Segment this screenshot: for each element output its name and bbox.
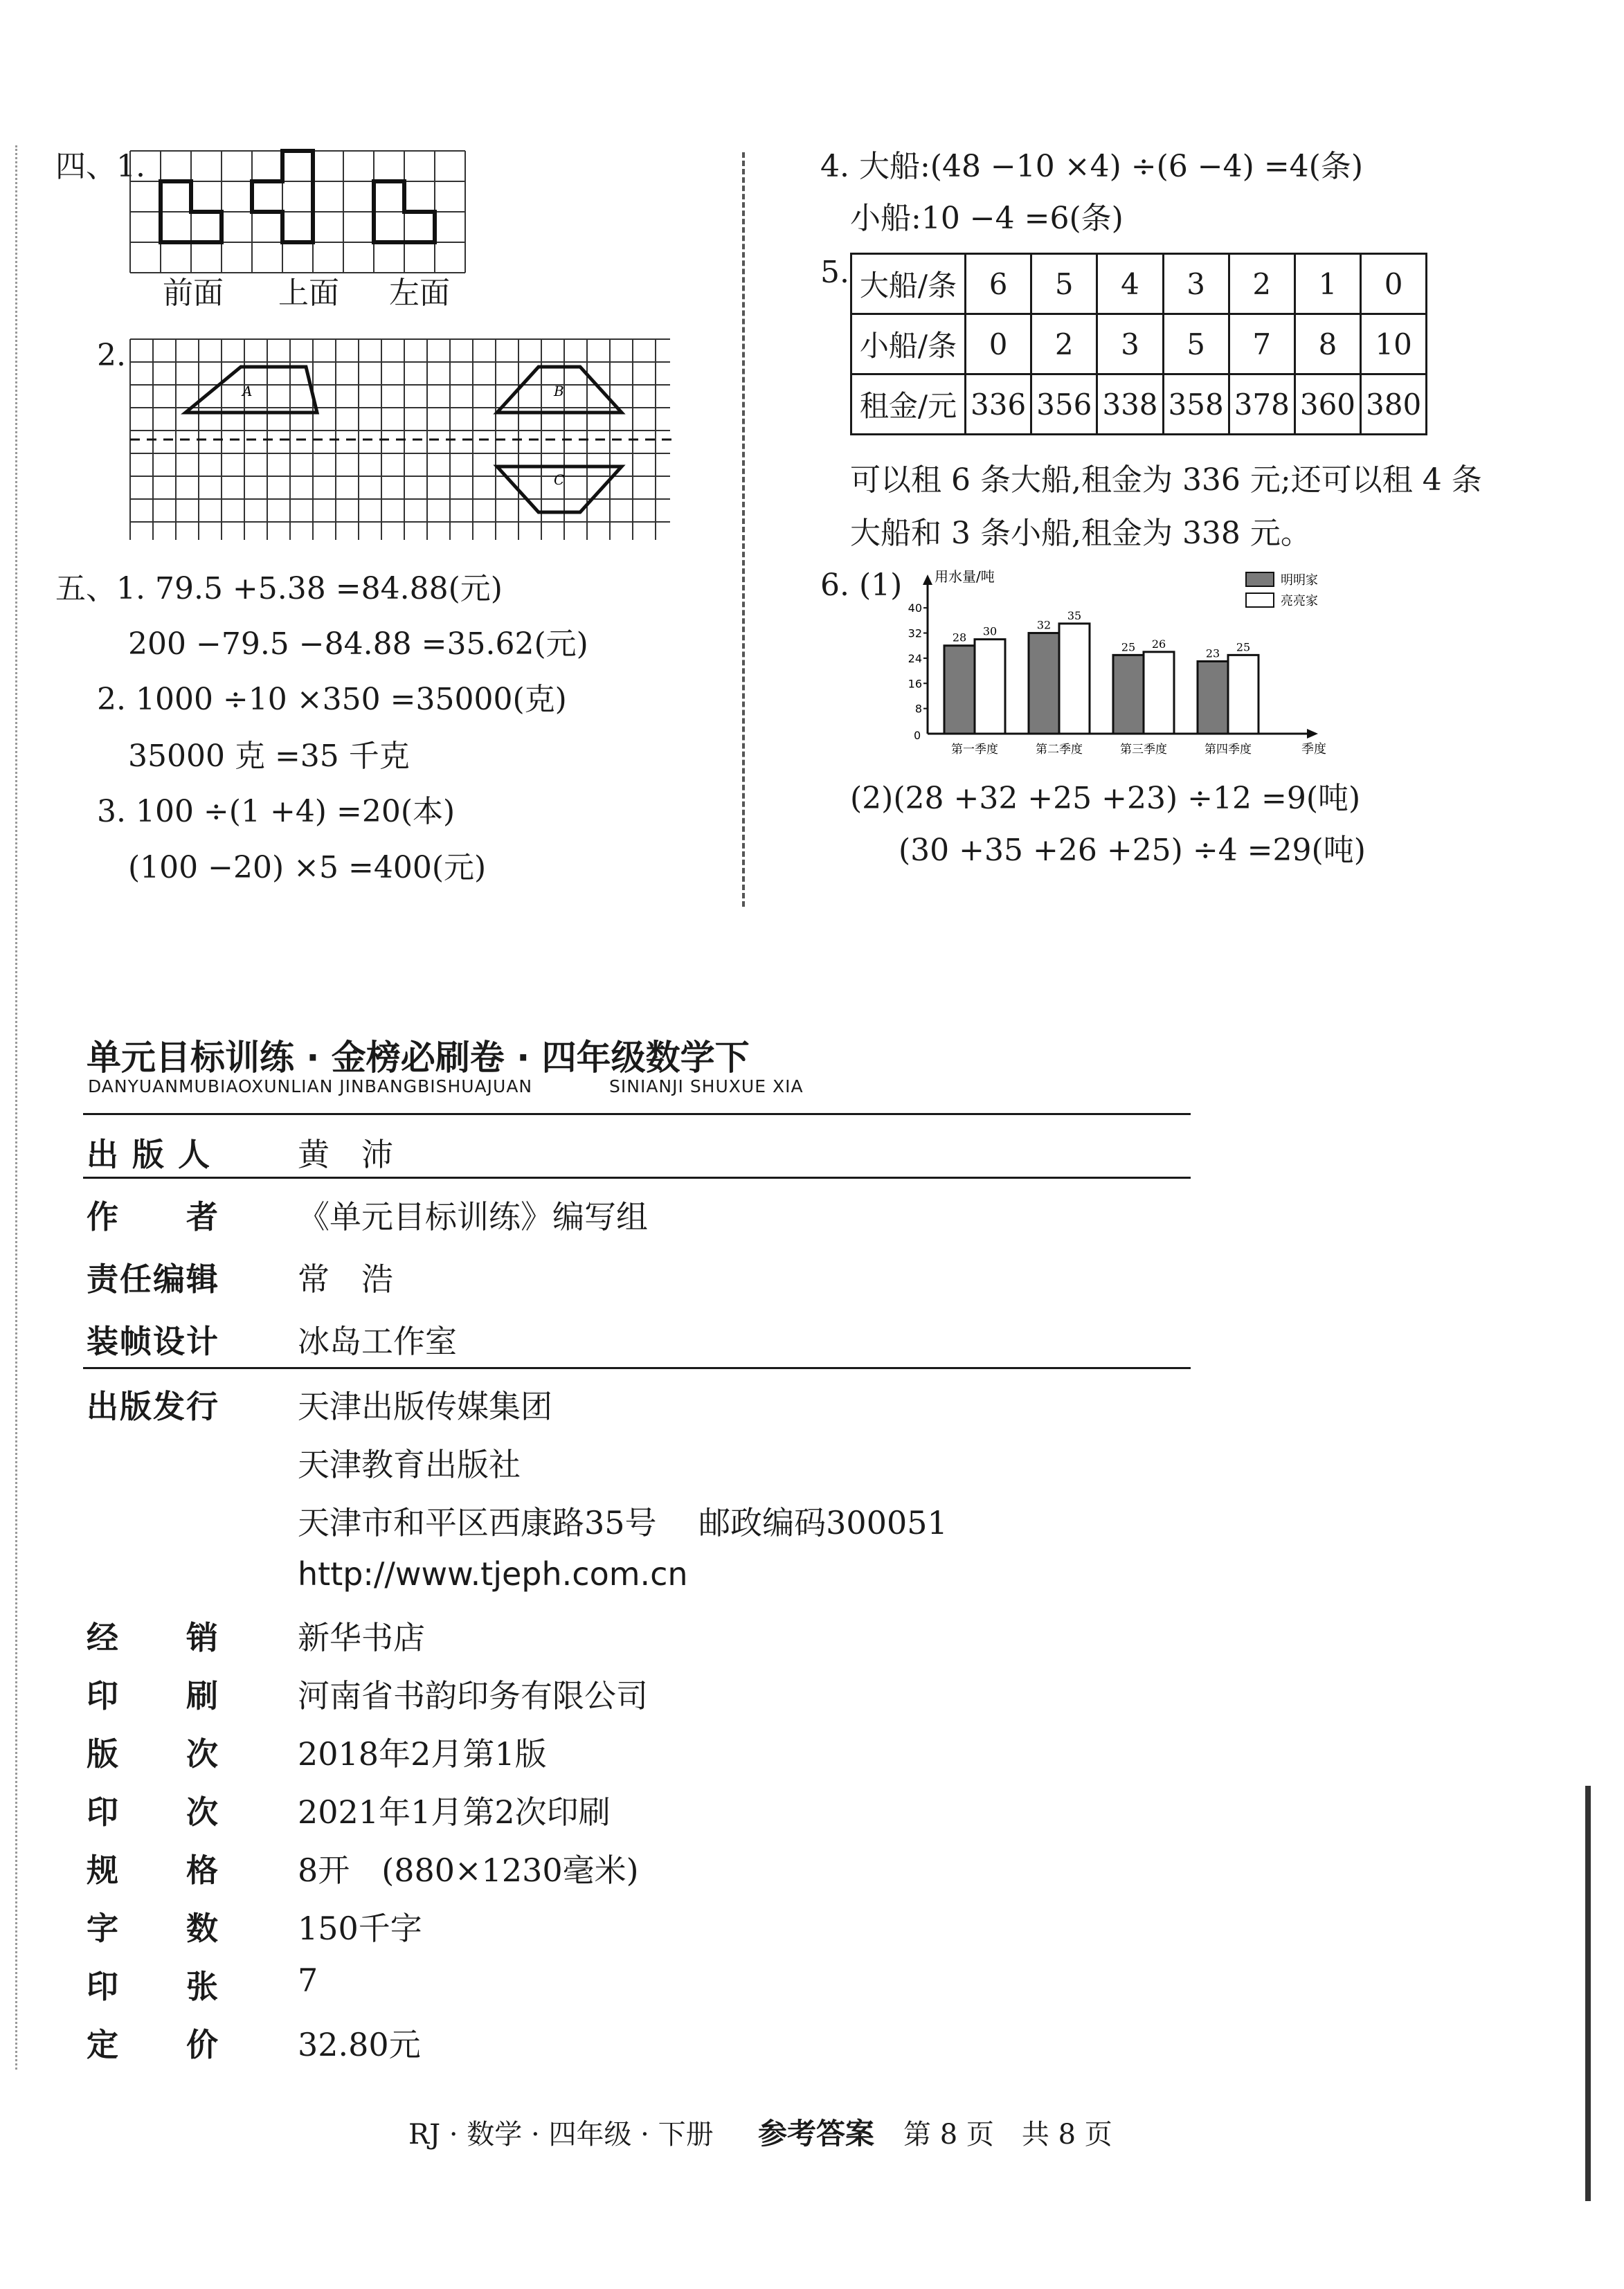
shape-a-label: A <box>242 383 253 399</box>
y-tick-label: 40 <box>908 601 922 615</box>
info-value: 河南省书韵印务有限公司 <box>298 1677 648 1715</box>
bar <box>1198 661 1228 734</box>
y-tick-label: 24 <box>908 651 922 665</box>
legend-label: 明明家 <box>1281 573 1318 588</box>
info-label: 经 销 <box>87 1619 219 1656</box>
y-axis-arrow <box>923 574 932 585</box>
q4-2-label: 2. <box>97 338 126 373</box>
y-axis-label: 用水量/吨 <box>935 568 995 585</box>
table-row <box>851 314 1427 374</box>
table-cell: 4 <box>1097 254 1163 314</box>
info-value: 8开 (880×1230毫米) <box>298 1852 639 1889</box>
info-label: 版 次 <box>87 1735 219 1773</box>
bar <box>1059 624 1090 734</box>
q5-conclusion-2: 大船和 3 条小船,租金为 338 元。 <box>850 516 1311 551</box>
table-row <box>851 254 1427 314</box>
website-url: http://www.tjeph.com.cn <box>298 1555 688 1593</box>
info-value: 常 浩 <box>298 1260 393 1298</box>
info-label: 定 价 <box>87 2026 219 2063</box>
column-divider <box>742 152 745 907</box>
book-title-pinyin-2: SINIANJI SHUXUE XIA <box>609 1076 804 1096</box>
table-cell: 360 <box>1294 374 1360 435</box>
bar-value-label: 35 <box>1067 608 1082 622</box>
bar <box>1144 652 1174 734</box>
info-value: 2021年1月第2次印刷 <box>298 1793 611 1831</box>
q5-line-1: 五、1. 79.5 +5.38 =84.88(元) <box>55 571 503 606</box>
info-label: 出 版 人 <box>87 1136 212 1173</box>
left-view-label: 左面 <box>389 275 450 311</box>
left-margin-line <box>15 145 17 2070</box>
table-cell: 8 <box>1294 314 1360 374</box>
q5-line-6: (100 −20) ×5 =400(元) <box>128 850 487 885</box>
info-value: 32.80元 <box>298 2026 421 2063</box>
divider <box>83 1367 1191 1369</box>
table-cell: 358 <box>1163 374 1229 435</box>
y-tick-label: 32 <box>908 626 922 640</box>
table-cell: 2 <box>1031 314 1097 374</box>
q6-2-line-1: (2)(28 +32 +25 +23) ÷12 =9(吨) <box>850 781 1361 816</box>
bar-value-label: 25 <box>1121 640 1136 654</box>
bar <box>944 646 975 734</box>
divider <box>83 1113 1191 1115</box>
bar <box>1113 655 1144 734</box>
q4-right-line-2: 小船:10 −4 =6(条) <box>850 201 1124 236</box>
table-header: 租金/元 <box>851 374 966 435</box>
q5-line-3: 2. 1000 ÷10 ×350 =35000(克) <box>97 682 567 717</box>
table-cell: 3 <box>1163 254 1229 314</box>
info-value: 天津市和平区西康路35号 邮政编码300051 <box>298 1504 948 1541</box>
table-cell: 7 <box>1229 314 1294 374</box>
y-tick-label: 8 <box>914 702 922 716</box>
table-cell: 0 <box>966 314 1031 374</box>
table-cell: 5 <box>1163 314 1229 374</box>
table-header: 大船/条 <box>851 254 966 314</box>
q5-conclusion-1: 可以租 6 条大船,租金为 336 元;还可以租 4 条 <box>850 462 1482 498</box>
footer-subject: RJ · 数学 · 四年级 · 下册 <box>408 2119 714 2151</box>
bar <box>975 640 1005 734</box>
bar <box>1029 633 1059 734</box>
scan-edge-mark <box>1585 1786 1591 2201</box>
info-label: 责任编辑 <box>87 1260 219 1298</box>
table-cell: 5 <box>1031 254 1097 314</box>
book-title-pinyin-1: DANYUANMUBIAOXUNLIAN JINBANGBISHUAJUAN <box>88 1076 533 1096</box>
info-value: 天津出版传媒集团 <box>298 1388 552 1425</box>
info-label: 印 次 <box>87 1793 219 1831</box>
water-usage-bar-chart <box>900 564 1329 765</box>
info-value: 《单元目标训练》编写组 <box>298 1198 648 1236</box>
bar-value-label: 23 <box>1205 646 1220 660</box>
info-label: 出版发行 <box>87 1388 219 1425</box>
table-cell: 336 <box>966 374 1031 435</box>
table-cell: 10 <box>1361 314 1427 374</box>
y-tick-label: 16 <box>908 677 922 691</box>
table-cell: 338 <box>1097 374 1163 435</box>
info-label: 作 者 <box>87 1198 219 1236</box>
bar-value-label: 30 <box>982 624 998 638</box>
answer-key-badge: 参考答案 <box>758 2117 875 2151</box>
divider <box>83 1177 1191 1179</box>
table-cell: 378 <box>1229 374 1294 435</box>
table-cell: 3 <box>1097 314 1163 374</box>
boat-rental-table <box>850 253 1427 435</box>
x-axis-label: 季度 <box>1301 742 1326 757</box>
bar-value-label: 32 <box>1036 618 1052 632</box>
bar-value-label: 26 <box>1151 637 1166 651</box>
footer-page-number: 第 8 页 共 8 页 <box>903 2119 1112 2151</box>
table-row <box>851 374 1427 435</box>
q6-2-line-2: (30 +35 +26 +25) ÷4 =29(吨) <box>899 833 1366 868</box>
bar-value-label: 28 <box>952 631 967 644</box>
table-cell: 380 <box>1361 374 1427 435</box>
info-label: 印 张 <box>87 1968 219 2005</box>
table-cell: 6 <box>966 254 1031 314</box>
info-label: 规 格 <box>87 1852 219 1889</box>
x-tick-label: 第一季度 <box>951 743 998 757</box>
x-axis-arrow <box>1307 729 1318 739</box>
info-value: 黄 沛 <box>298 1136 393 1173</box>
bar-value-label: 25 <box>1236 640 1251 654</box>
info-value: 2018年2月第1版 <box>298 1735 547 1773</box>
info-value: 7 <box>298 1962 318 1999</box>
shape-b-label: B <box>554 383 564 399</box>
transformation-grid <box>130 339 677 547</box>
info-label: 装帧设计 <box>87 1323 219 1360</box>
info-value: 新华书店 <box>298 1619 425 1656</box>
info-value: 150千字 <box>298 1910 422 1947</box>
q5-line-2: 200 −79.5 −84.88 =35.62(元) <box>128 626 588 662</box>
three-view-grid <box>130 151 469 275</box>
q5-line-4: 35000 克 =35 千克 <box>128 739 410 774</box>
legend-swatch <box>1246 572 1274 586</box>
table-cell: 1 <box>1294 254 1360 314</box>
x-tick-label: 第二季度 <box>1036 743 1083 757</box>
table-header: 小船/条 <box>851 314 966 374</box>
q4-right-line-1: 4. 大船:(48 −10 ×4) ÷(6 −4) =4(条) <box>820 149 1364 184</box>
info-value: 天津教育出版社 <box>298 1446 521 1483</box>
front-view-label: 前面 <box>163 275 224 311</box>
q6-label: 6. (1) <box>820 568 903 603</box>
q5-right-label: 5. <box>820 255 849 290</box>
x-tick-label: 第三季度 <box>1120 743 1167 757</box>
origin-label: 0 <box>914 729 921 742</box>
bar <box>1228 655 1258 734</box>
info-value: 冰岛工作室 <box>298 1323 457 1360</box>
legend-label: 亮亮家 <box>1281 594 1318 608</box>
table-cell: 2 <box>1229 254 1294 314</box>
legend-swatch <box>1246 593 1274 607</box>
q4-1-label: 四、1. <box>55 149 145 184</box>
x-tick-label: 第四季度 <box>1205 743 1252 757</box>
book-title: 单元目标训练 · 金榜必刷卷 · 四年级数学下 <box>87 1038 750 1078</box>
info-label: 印 刷 <box>87 1677 219 1715</box>
table-cell: 0 <box>1361 254 1427 314</box>
top-view-label: 上面 <box>278 275 339 311</box>
q5-line-5: 3. 100 ÷(1 +4) =20(本) <box>97 794 455 829</box>
info-label: 字 数 <box>87 1910 219 1947</box>
table-cell: 356 <box>1031 374 1097 435</box>
shape-c-label: C <box>554 471 565 488</box>
